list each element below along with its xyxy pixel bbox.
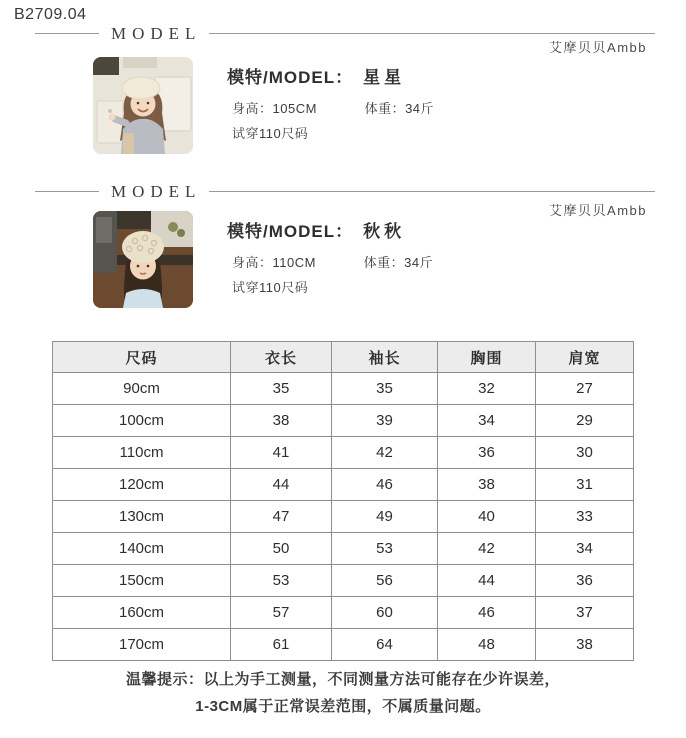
table-row: [53, 501, 634, 533]
measurement-cell: 37: [536, 597, 634, 629]
note-line-2: 1-3CM属于正常误差范围，不属质量问题。: [195, 698, 491, 715]
measurement-cell: 46: [332, 469, 438, 501]
table-row: [53, 373, 634, 405]
table-row: [53, 405, 634, 437]
measurement-cell: 31: [536, 469, 634, 501]
measurement-cell: 34: [438, 405, 536, 437]
size-cell: 170cm: [53, 629, 231, 661]
model-name: 星星: [363, 68, 406, 87]
measurement-cell: 38: [438, 469, 536, 501]
divider-line: [35, 191, 99, 192]
height-pair: [232, 101, 317, 116]
table-row: [53, 565, 634, 597]
size-cell: 120cm: [53, 469, 231, 501]
size-table-body: [53, 373, 634, 661]
measurement-cell: 53: [231, 565, 332, 597]
model-card-1: [93, 57, 655, 157]
measurement-cell: 39: [332, 405, 438, 437]
measurement-cell: 46: [438, 597, 536, 629]
measurement-cell: 41: [231, 437, 332, 469]
size-cell: 140cm: [53, 533, 231, 565]
table-row: [53, 629, 634, 661]
product-code: B2709.04: [14, 6, 87, 23]
model-label: 模特/MODEL：: [227, 68, 354, 87]
measurement-cell: 56: [332, 565, 438, 597]
table-row: [53, 469, 634, 501]
model-photo-illustration: [93, 211, 193, 308]
table-row: [53, 597, 634, 629]
height-label: 身高：: [232, 101, 273, 116]
column-header-sleeve: 袖长: [332, 342, 438, 373]
brand-name: 艾摩贝贝Ambb: [549, 40, 647, 55]
divider-line: [209, 191, 655, 192]
model-info: [227, 57, 647, 157]
model-photo-girl-in-beret: [93, 57, 193, 154]
measurement-cell: 44: [438, 565, 536, 597]
section-title: MODEL: [111, 181, 202, 201]
size-chart-table: [52, 341, 634, 661]
table-row: [53, 437, 634, 469]
measurement-cell: 38: [231, 405, 332, 437]
model-stats-line: [232, 252, 433, 271]
divider-line: [35, 33, 99, 34]
measurement-cell: 50: [231, 533, 332, 565]
measurement-cell: 57: [231, 597, 332, 629]
measurement-cell: 35: [231, 373, 332, 405]
note-line-1: 温馨提示：以上为手工测量，不同测量方法可能存在少许误差，: [125, 671, 560, 688]
measurement-cell: 61: [231, 629, 332, 661]
measurement-cell: 60: [332, 597, 438, 629]
column-header-shoulder: 肩宽: [536, 342, 634, 373]
measurement-cell: 33: [536, 501, 634, 533]
model-photo-illustration: [93, 57, 193, 154]
measurement-cell: 42: [438, 533, 536, 565]
fit-size-line: 试穿110尺码: [232, 126, 309, 141]
weight-value: 34斤: [405, 101, 435, 116]
height-label: 身高：: [232, 255, 273, 270]
model-photo-girl-in-crochet-hat: [93, 211, 193, 308]
measurement-cell: 64: [332, 629, 438, 661]
measurement-cell: 36: [536, 565, 634, 597]
measurement-cell: 27: [536, 373, 634, 405]
measurement-cell: 32: [438, 373, 536, 405]
divider-line: [209, 33, 655, 34]
model-info: [227, 211, 647, 311]
model-card-2: [93, 211, 655, 311]
size-cell: 150cm: [53, 565, 231, 597]
model-name-line: [227, 63, 405, 88]
height-value: 105CM: [272, 101, 317, 116]
measurement-cell: 48: [438, 629, 536, 661]
column-header-size: 尺码: [53, 342, 231, 373]
model-stats-line: [232, 98, 434, 117]
measurement-note: [0, 666, 686, 720]
measurement-cell: 47: [231, 501, 332, 533]
table-row: [53, 533, 634, 565]
model-name-line: [227, 217, 405, 242]
size-cell: 160cm: [53, 597, 231, 629]
measurement-cell: 49: [332, 501, 438, 533]
measurement-cell: 38: [536, 629, 634, 661]
size-cell: 100cm: [53, 405, 231, 437]
size-cell: 130cm: [53, 501, 231, 533]
weight-label: 体重：: [363, 255, 405, 270]
size-cell: 90cm: [53, 373, 231, 405]
section-title: MODEL: [111, 23, 202, 43]
weight-label: 体重：: [364, 101, 406, 116]
brand-name: 艾摩贝贝Ambb: [549, 203, 647, 218]
column-header-length: 衣长: [231, 342, 332, 373]
measurement-cell: 40: [438, 501, 536, 533]
measurement-cell: 29: [536, 405, 634, 437]
size-cell: 110cm: [53, 437, 231, 469]
height-value: 110CM: [272, 255, 316, 270]
measurement-cell: 35: [332, 373, 438, 405]
model-label: 模特/MODEL：: [227, 222, 354, 241]
weight-pair: [365, 101, 434, 116]
measurement-cell: 36: [438, 437, 536, 469]
measurement-cell: 30: [536, 437, 634, 469]
measurement-cell: 34: [536, 533, 634, 565]
measurement-cell: 44: [231, 469, 332, 501]
model-name: 秋秋: [363, 222, 406, 241]
column-header-chest: 胸围: [438, 342, 536, 373]
measurement-cell: 53: [332, 533, 438, 565]
weight-pair: [364, 255, 433, 270]
weight-value: 34斤: [404, 255, 434, 270]
fit-size-line: 试穿110尺码: [232, 280, 309, 295]
table-header-row: [53, 342, 634, 373]
height-pair: [232, 255, 316, 270]
model-section-header-2: [35, 181, 655, 201]
measurement-cell: 42: [332, 437, 438, 469]
